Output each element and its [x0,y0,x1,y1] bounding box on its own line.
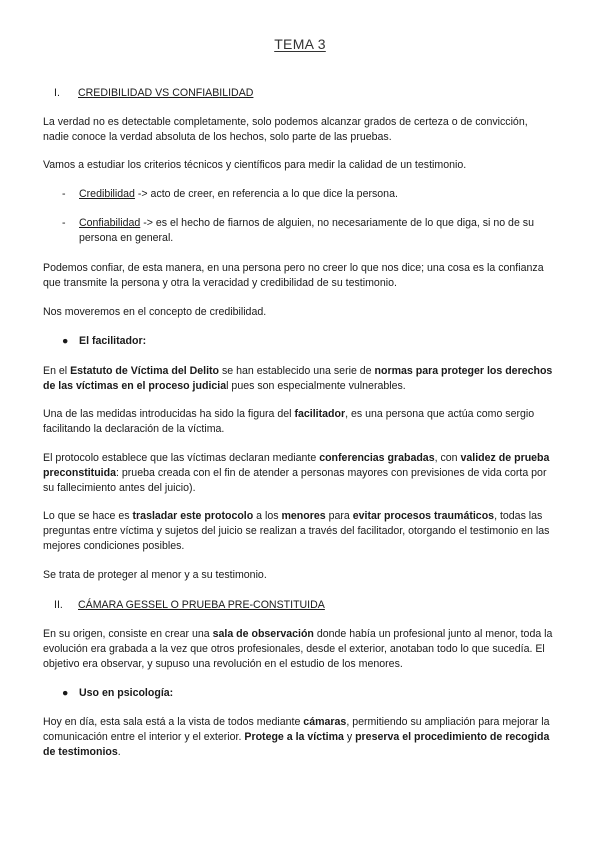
section-number: II. [54,599,63,611]
bullet-dot-icon: ● [62,335,69,347]
sub-heading: Uso en psicología: [79,687,174,699]
paragraph: Lo que se hace es trasladar este protocolo a los menores para evitar procesos traumáticos, todas las preguntas entre víctima y sujetos del juicio se realizan a través del facilitador, otorgando el testimonio en las mejores condiciones posibles. [43,510,550,553]
list-item-text [79,216,557,246]
paragraph: El protocolo establece que las víctimas declaran mediante conferencias grabadas, con validez de prueba preconstituida: prueba creada con el fin de atender a personas mayores con previsiones de vida corta por su fallecimiento antes del juicio). [43,452,550,495]
paragraph: Vamos a estudiar los criterios técnicos y científicos para medir la calidad de un testimonio. [43,159,467,171]
paragraph: Hoy en día, esta sala está a la vista de todos mediante cámaras, permitiendo su ampliación para mejorar la comunicación entre el interior y el exterior. Protege a la víctima y preserva el procedimiento de recogida de testimonios. [43,716,550,759]
paragraph: Nos moveremos en el concepto de credibilidad. [43,306,267,318]
sub-bullet [62,686,173,701]
paragraph: Se trata de proteger al menor y a su testimonio. [43,569,267,581]
definition: -> acto de creer, en referencia a lo que dice la persona. [134,188,398,200]
list-item-text [79,187,557,202]
section-title: CÁMARA GESSEL O PRUEBA PRE-CONSTITUIDA [78,599,325,611]
sub-heading: El facilitador: [79,335,147,347]
paragraph: Una de las medidas introducidas ha sido la figura del facilitador, es una persona que actúa como sergio facilitando la declaración de la víctima. [43,408,535,436]
definition: -> es el hecho de fiarnos de alguien, no necesariamente de lo que diga, si no de su persona en general. [79,217,534,245]
term: Confiabilidad [79,217,141,229]
term: Credibilidad [79,188,135,200]
section-heading-2 [54,598,325,613]
paragraph: En su origen, consiste en crear una sala de observación donde había un profesional junto al menor, toda la evolución era grabada a la vez que otros profesionales, desde el exterior, anotaban todo lo que sucedía. El objetivo era observar, y supuso una revolución en el estudio de los menores. [43,628,553,671]
section-number: I. [54,87,60,99]
paragraph: En el Estatuto de Víctima del Delito se han establecido una serie de normas para proteger los derechos de las víctimas en el proceso judicial pues son especialmente vulnerables. [43,365,553,393]
paragraph: La verdad no es detectable completamente, solo podemos alcanzar grados de certeza o de convicción, nadie conoce la verdad absoluta de los hechos, solo parte de las pruebas. [43,116,528,144]
section-heading-1 [54,86,253,101]
sub-bullet [62,334,146,349]
section-title: CREDIBILIDAD VS CONFIABILIDAD [78,87,254,99]
page-title: TEMA 3 [274,36,326,52]
bullet-dot-icon: ● [62,687,69,699]
list-dash: - [62,188,66,200]
paragraph: Podemos confiar, de esta manera, en una persona pero no creer lo que nos dice; una cosa es la confianza que transmite la persona y otra la veracidad y credibilidad de su testimonio. [43,262,544,290]
list-dash: - [62,217,66,229]
